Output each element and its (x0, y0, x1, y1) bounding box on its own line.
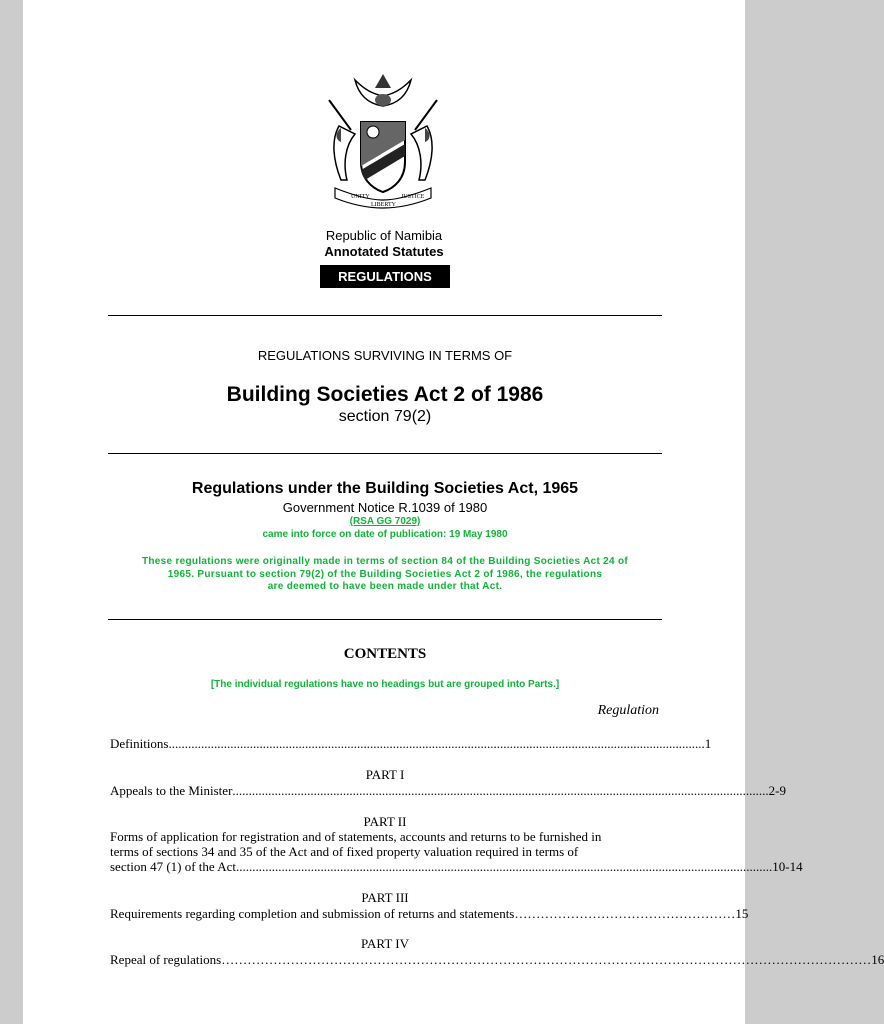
toc-number: 2-9 (768, 783, 786, 798)
republic-label: Republic of Namibia (325, 228, 443, 243)
toc-entry-definitions[interactable] (110, 736, 712, 752)
part-2-description (110, 829, 662, 859)
regulations-title: Regulations under the Building Societies Act, 1965 (191, 480, 579, 497)
origin-note-line: These regulations were originally made in terms of section 84 of the Building Societies Act 24 of (141, 556, 629, 567)
commencement-note: came into force on date of publication: 19 May 1980 (262, 529, 508, 540)
toc-number: 15 (735, 906, 749, 921)
act-title: Building Societies Act 2 of 1986 (226, 383, 544, 406)
toc-label: section 47 (1) of the Act (110, 859, 236, 874)
toc-label: Definitions (110, 736, 169, 751)
toc-leader: ..................................................................................................................................................................... (236, 859, 773, 874)
contents-note: [The individual regulations have no headings but are grouped into Parts.] (210, 679, 560, 690)
motto-liberty: LIBERTY (371, 202, 396, 208)
surviving-heading: REGULATIONS SURVIVING IN TERMS OF (257, 348, 513, 363)
motto-unity: UNITY (351, 194, 370, 200)
document-page (23, 0, 884, 1024)
part-1-heading: PART I (365, 767, 405, 782)
section-reference: section 79(2) (338, 408, 432, 425)
toc-leader: ..................................................................................................................................................................... (168, 736, 705, 751)
toc-entry-part-3[interactable] (110, 906, 749, 922)
divider (108, 315, 662, 316)
toc-label: Requirements regarding completion and submission of returns and statements (110, 906, 515, 921)
origin-note-line: 1965. Pursuant to section 79(2) of the Building Societies Act 2 of 1986, the regulations (167, 568, 603, 580)
part-4-heading: PART IV (361, 936, 409, 951)
origin-note-line: are deemed to have been made under that Act. (267, 581, 503, 592)
origin-note (108, 556, 662, 594)
toc-label: Repeal of regulations (110, 952, 222, 967)
toc-number: 16 (871, 952, 884, 967)
part-2-heading: PART II (363, 814, 407, 829)
part-2-line: terms of sections 34 and 35 of the Act and of fixed property valuation required in terms of (110, 844, 579, 859)
toc-label: Appeals to the Minister (110, 783, 233, 798)
toc-number: 1 (704, 736, 712, 751)
toc-leader: ..................................................................................................................................................................... (232, 783, 769, 798)
government-notice: Government Notice R.1039 of 1980 (282, 500, 488, 515)
regulation-column-label: Regulation (597, 703, 659, 718)
toc-entry-part-1[interactable] (110, 783, 786, 799)
motto-justice: JUSTICE (401, 194, 425, 200)
gazette-link[interactable]: (RSA GG 7029) (349, 516, 421, 527)
divider (108, 453, 662, 454)
part-3-heading: PART III (361, 890, 409, 905)
toc-entry-part-4[interactable] (110, 952, 884, 968)
toc-leader: …………………………………………… (514, 906, 736, 921)
annotated-statutes-label: Annotated Statutes (324, 244, 444, 259)
toc-entry-part-2[interactable] (110, 859, 803, 875)
contents-heading: CONTENTS (343, 646, 427, 662)
toc-number: 10-14 (772, 859, 803, 874)
namibia-coat-of-arms (315, 70, 451, 212)
divider (108, 619, 662, 620)
toc-leader: …………………………………………………………………………………………………………………………………… (221, 952, 872, 967)
regulations-badge: REGULATIONS (320, 265, 450, 288)
part-2-line: Forms of application for registration and of statements, accounts and returns to be furnished in (110, 829, 602, 844)
